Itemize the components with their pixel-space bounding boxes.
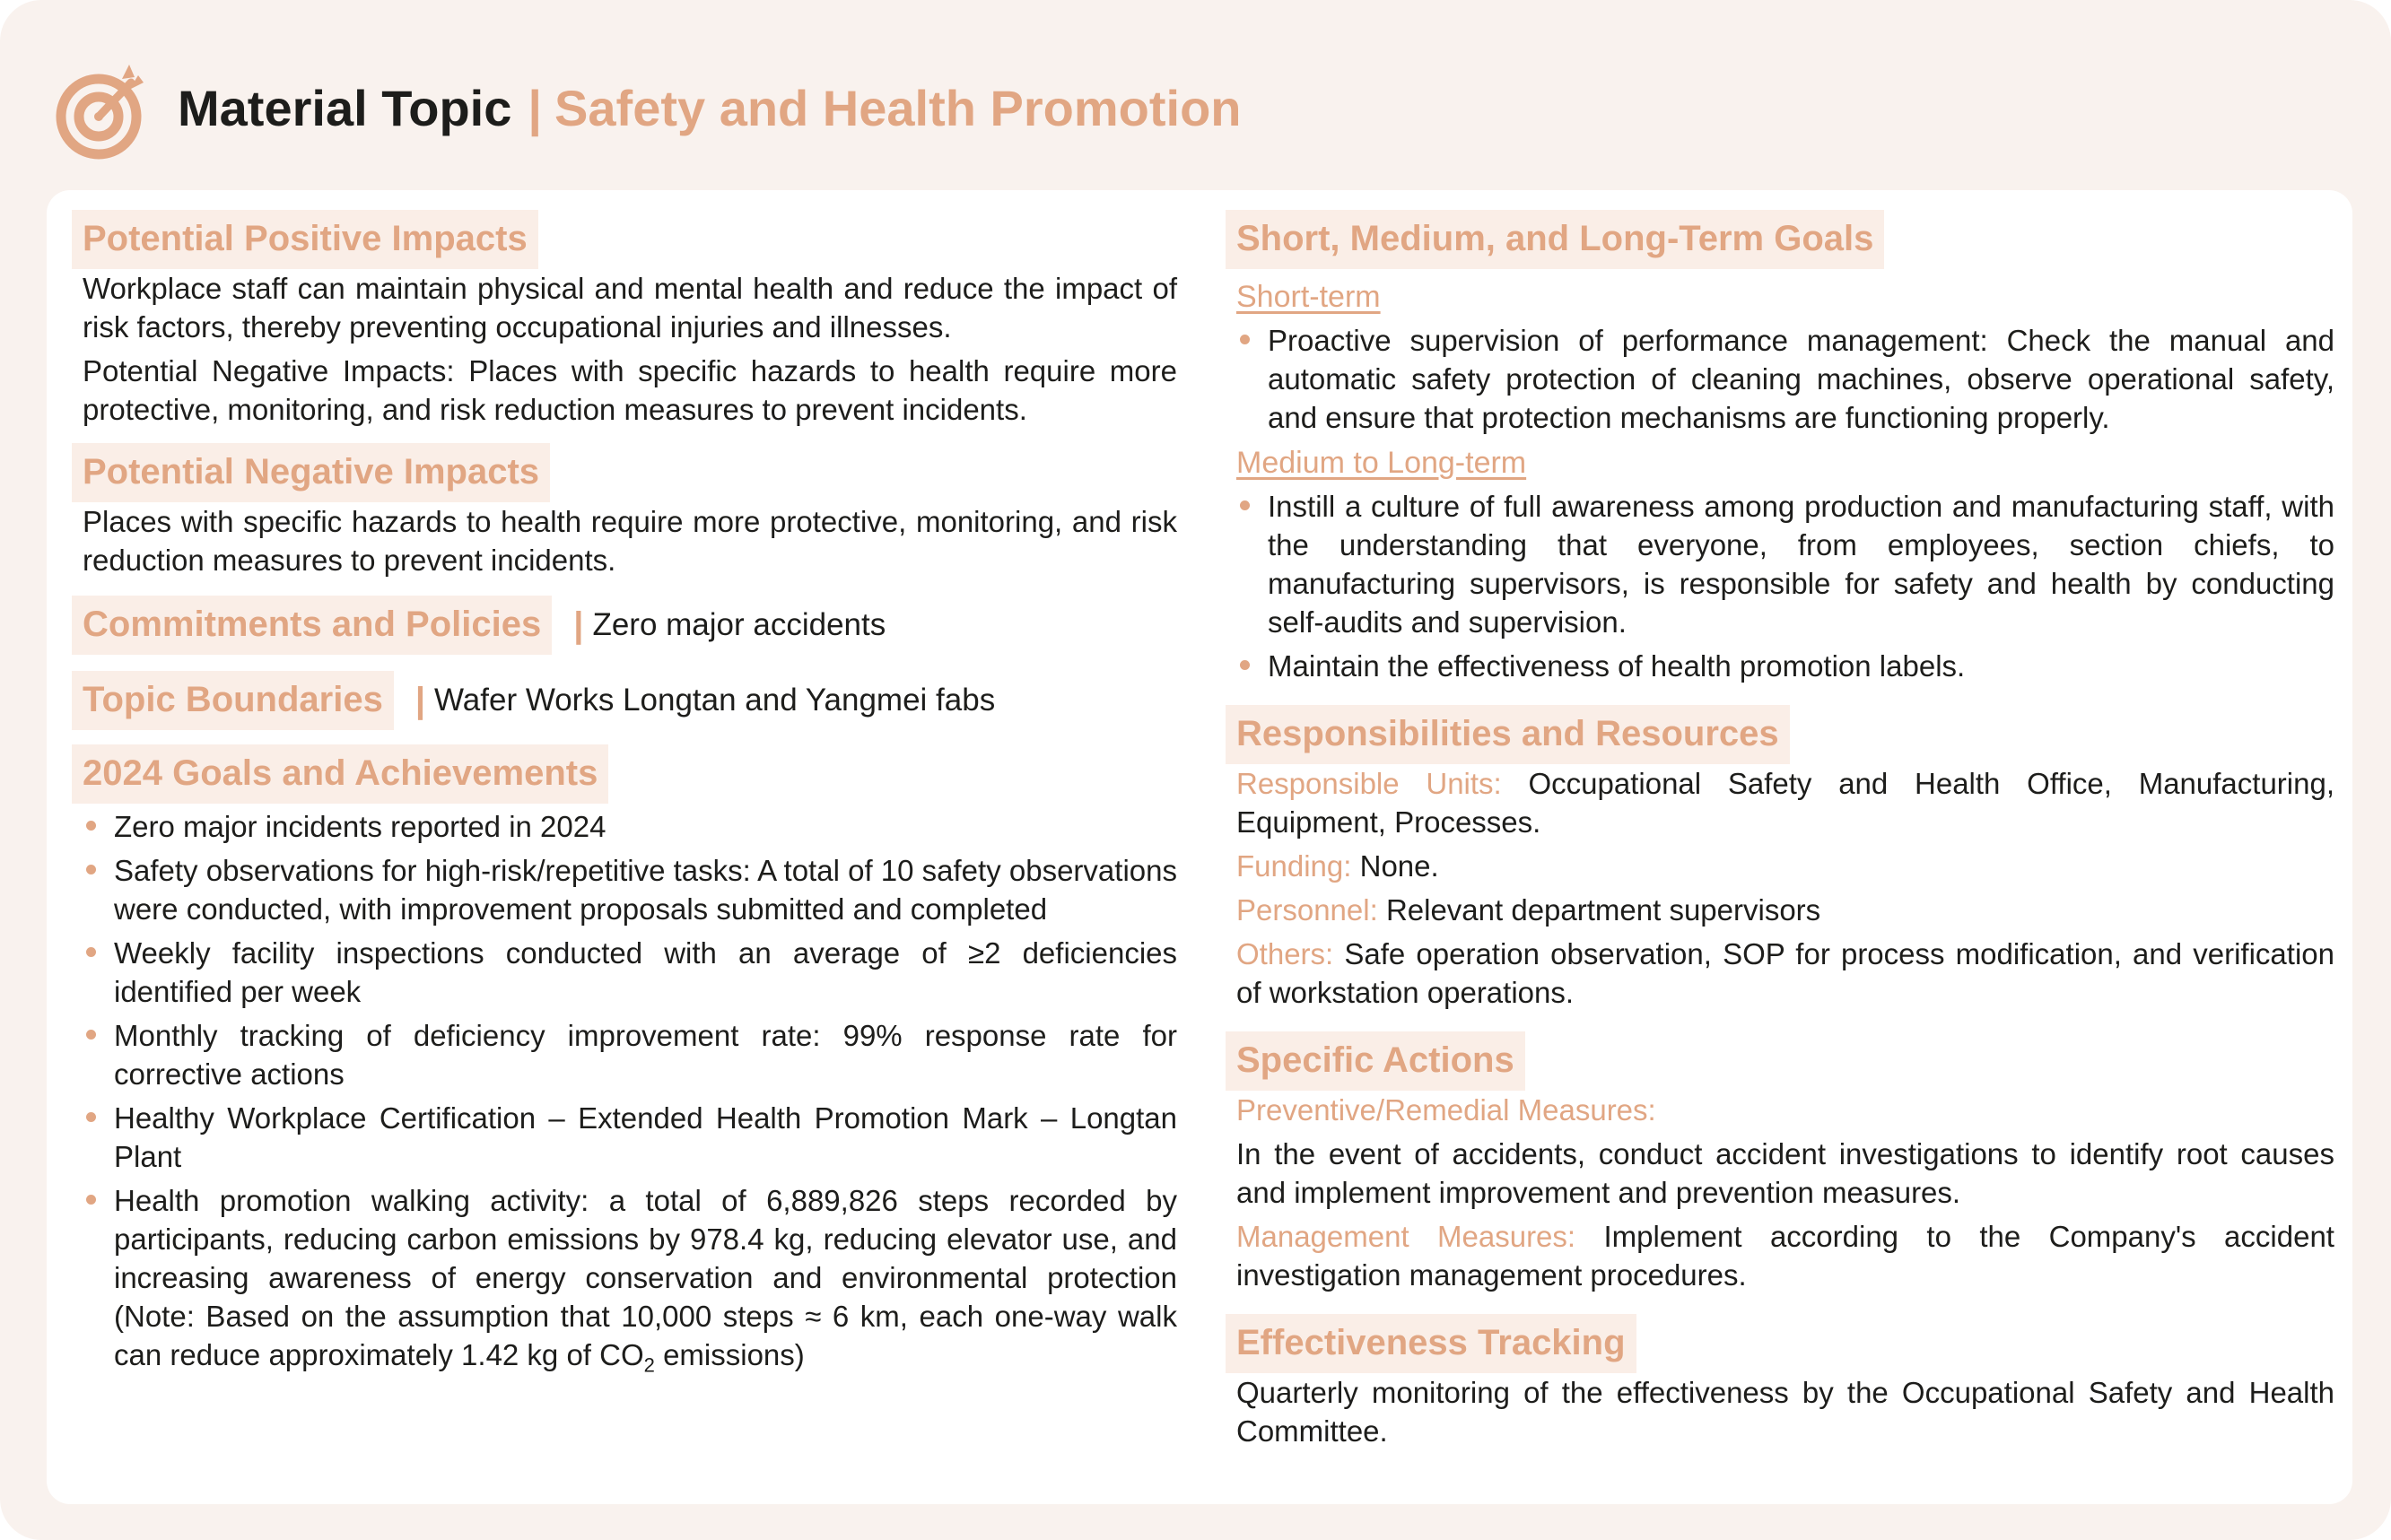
short-term-label: Short-term bbox=[1236, 280, 1381, 314]
responsible-units-value: Occupational Safety and Health Office, Manufacturing, Equipment, Processes. bbox=[1236, 767, 2334, 839]
target-arrow-icon bbox=[54, 54, 153, 161]
list-item: Zero major incidents reported in 2024 bbox=[83, 807, 1177, 846]
negative-impacts-text: Places with specific hazards to health require more protective, monitoring, and risk reduction measures to prevent incidents. bbox=[83, 505, 1177, 577]
title-separator: | bbox=[528, 79, 543, 136]
short-term-list bbox=[1226, 321, 2334, 437]
co2-subscript: 2 bbox=[643, 1353, 655, 1377]
page-title: Material Topic bbox=[178, 79, 512, 136]
long-term-label: Medium to Long-term bbox=[1236, 446, 1527, 480]
commitments-value: Zero major accidents bbox=[592, 607, 886, 642]
section-title-boundaries: Topic Boundaries bbox=[72, 671, 394, 730]
walking-text: Health promotion walking activity: a total of 6,889,826 steps recorded by participants, reducing carbon emissions by 978.4 kg, reducing elevator use, and increasing awareness of energy conservation and environmental protection (Note: Based on the assumption that 10,000 steps ≈ 6 km, each one-way walk can reduce approximately 1.42 kg of CO bbox=[114, 1184, 1177, 1371]
list-item: Weekly facility inspections conducted with an average of ≥2 deficiencies identified per week bbox=[83, 934, 1177, 1011]
list-item: Healthy Workplace Certification – Extended Health Promotion Mark – Longtan Plant bbox=[83, 1099, 1177, 1176]
commitments-row bbox=[72, 596, 1177, 655]
section-title-positive-impacts: Potential Positive Impacts bbox=[72, 210, 538, 269]
section-title-negative-impacts: Potential Negative Impacts bbox=[72, 443, 550, 502]
list-item: Maintain the effectiveness of health promotion labels. bbox=[1236, 647, 2334, 685]
funding bbox=[1226, 847, 2334, 885]
section-title-effectiveness-tracking: Effectiveness Tracking bbox=[1226, 1314, 1636, 1373]
section-title-goals-achievements: 2024 Goals and Achievements bbox=[72, 744, 608, 804]
positive-impacts-text: Workplace staff can maintain physical and mental health and reduce the impact of risk factors, thereby preventing occupational injuries and illnesses. bbox=[83, 272, 1177, 344]
funding-label: Funding: bbox=[1236, 849, 1352, 883]
personnel-value: Relevant department supervisors bbox=[1385, 893, 1821, 927]
goals-achievements-list bbox=[72, 807, 1177, 1385]
positive-impacts-text-2: Potential Negative Impacts: Places with specific hazards to health require more protective, monitoring, and risk reduction measures to prevent incidents. bbox=[83, 354, 1177, 426]
section-title-specific-actions: Specific Actions bbox=[1226, 1031, 1525, 1091]
list-item: Monthly tracking of deficiency improvement rate: 99% response rate for corrective actions bbox=[83, 1016, 1177, 1093]
long-term-list bbox=[1226, 487, 2334, 685]
content-card bbox=[47, 190, 2352, 1504]
walking-text-end: emissions) bbox=[654, 1338, 805, 1371]
responsible-units-label: Responsible Units: bbox=[1236, 767, 1502, 800]
funding-value: None. bbox=[1359, 849, 1439, 883]
list-item: Instill a culture of full awareness among production and manufacturing staff, with the understanding that everyone, from employees, section chiefs, to manufacturing supervisors, is responsible for safety and health by conducting self-audits and supervision. bbox=[1236, 487, 2334, 641]
list-item: Proactive supervision of performance management: Check the manual and automatic safety protection of cleaning machines, observe operational safety, and ensure that protection mechanisms are functioning properly. bbox=[1236, 321, 2334, 437]
responsible-units bbox=[1226, 764, 2334, 841]
commitments-separator: | bbox=[573, 605, 584, 645]
management-measures-value: Implement according to the Company's accident investigation management procedures. bbox=[1236, 1220, 2334, 1292]
section-title-responsibilities: Responsibilities and Resources bbox=[1226, 705, 1790, 764]
list-item-walking-activity bbox=[83, 1181, 1177, 1385]
personnel bbox=[1226, 891, 2334, 929]
preventive-measures-label: Preventive/Remedial Measures: bbox=[1236, 1093, 1656, 1127]
left-column bbox=[72, 210, 1177, 1390]
personnel-label: Personnel: bbox=[1236, 893, 1378, 927]
management-measures-label: Management Measures: bbox=[1236, 1220, 1576, 1253]
management-measures bbox=[1226, 1217, 2334, 1294]
section-title-term-goals: Short, Medium, and Long-Term Goals bbox=[1226, 210, 1884, 269]
others-value: Safe operation observation, SOP for process modification, and verification of workstation operations. bbox=[1236, 937, 2334, 1009]
page-header bbox=[54, 54, 1241, 161]
page-subtitle: Safety and Health Promotion bbox=[554, 79, 1242, 136]
list-item: Safety observations for high-risk/repetitive tasks: A total of 10 safety observations were conducted, with improvement proposals submitted and completed bbox=[83, 851, 1177, 928]
boundaries-row bbox=[72, 671, 1177, 730]
boundaries-separator: | bbox=[414, 680, 426, 720]
effectiveness-tracking-value: Quarterly monitoring of the effectiveness by the Occupational Safety and Health Committee. bbox=[1236, 1376, 2334, 1448]
right-column bbox=[1226, 210, 2334, 1456]
others bbox=[1226, 935, 2334, 1012]
boundaries-value: Wafer Works Longtan and Yangmei fabs bbox=[434, 683, 996, 718]
section-title-commitments: Commitments and Policies bbox=[72, 596, 552, 655]
others-label: Others: bbox=[1236, 937, 1334, 970]
preventive-measures-value: In the event of accidents, conduct accident investigations to identify root causes and implement improvement and prevention measures. bbox=[1236, 1137, 2334, 1209]
